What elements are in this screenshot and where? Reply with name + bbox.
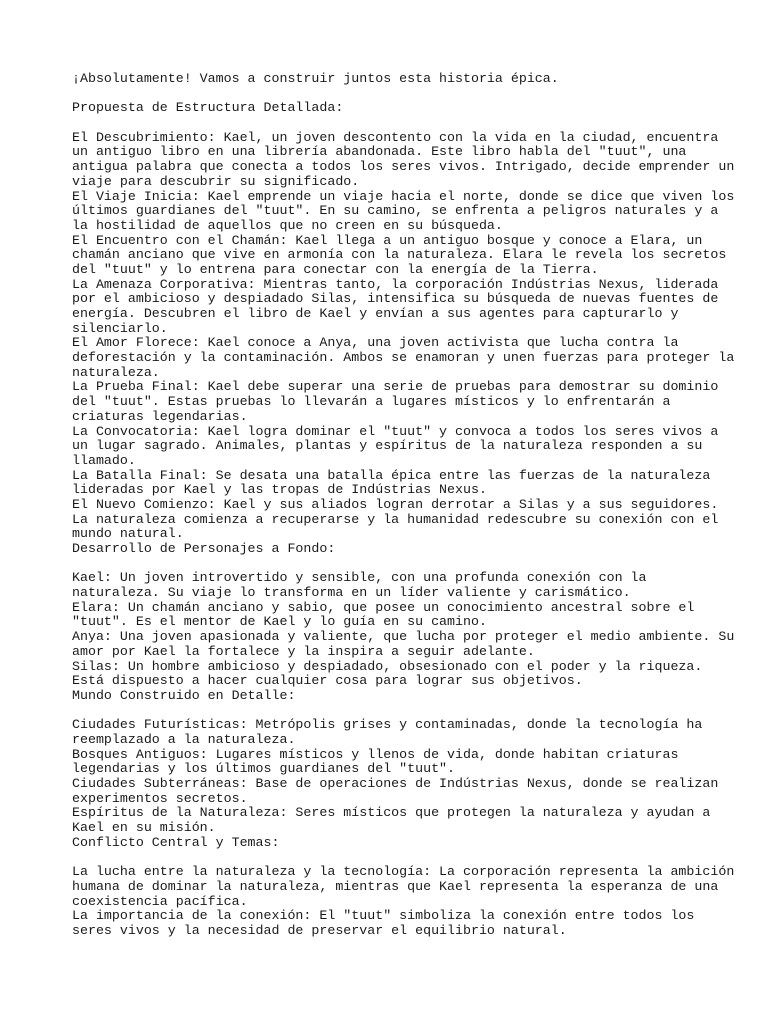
text-line: Ciudades Futurísticas: Metrópolis grises y contaminadas, donde la tecnología ha xyxy=(72,717,703,733)
text-line: energía. Descubren el libro de Kael y envían a sus agentes para capturarlo y xyxy=(72,306,679,321)
blank-line xyxy=(72,87,712,102)
text-line: un lugar sagrado. Animales, plantas y espíritus de la naturaleza responden a su xyxy=(72,438,703,454)
text-line: El Amor Florece: Kael conoce a Anya, una joven activista que lucha contra la xyxy=(72,335,679,351)
text-line: reemplazado a la naturaleza. xyxy=(72,731,296,747)
text-line: Mundo Construido en Detalle: xyxy=(72,687,296,703)
text-line: del "tuut". Estas pruebas lo llevarán a lugares místicos y lo enfrentarán a xyxy=(72,394,671,410)
blank-line xyxy=(72,557,712,572)
text-line: Anya: Una joven apasionada y valiente, que lucha por proteger el medio ambiente. Su xyxy=(72,629,735,645)
text-line: silenciarlo. xyxy=(72,320,168,336)
text-line: llamado. xyxy=(72,452,136,468)
text-line: Espíritus de la Naturaleza: Seres místicos que protegen la naturaleza y ayudan a xyxy=(72,805,711,821)
text-line: La lucha entre la naturaleza y la tecnología: La corporación representa la ambición xyxy=(72,864,735,880)
text-line: del "tuut" y lo entrena para conectar con la energía de la Tierra. xyxy=(72,261,599,277)
text-line: Kael en su misión. xyxy=(72,820,216,836)
text-line: La Batalla Final: Se desata una batalla épica entre las fuerzas de la naturaleza xyxy=(72,467,711,483)
text-line: La naturaleza comienza a recuperarse y la humanidad redescubre su conexión con el xyxy=(72,511,719,527)
text-line: viaje para descubrir su significado. xyxy=(72,173,360,189)
text-line: lideradas por Kael y las tropas de Indústrias Nexus. xyxy=(72,482,487,498)
text-line: mundo natural. xyxy=(72,526,184,542)
text-line: El Encuentro con el Chamán: Kael llega a un antiguo bosque y conoce a Elara, un xyxy=(72,232,703,248)
text-line: por el ambicioso y despiadado Silas, intensifica su búsqueda de nuevas fuentes de xyxy=(72,291,719,307)
text-line: Propuesta de Estructura Detallada: xyxy=(72,100,344,116)
text-line: La importancia de la conexión: El "tuut" simboliza la conexión entre todos los xyxy=(72,908,695,924)
text-line: antigua palabra que conecta a todos los seres vivos. Intrigado, decide emprender un xyxy=(72,159,735,175)
text-line: la hostilidad de aquellos que no creen en su búsqueda. xyxy=(72,217,503,233)
text-line: legendarias y los últimos guardianes del "tuut". xyxy=(72,761,456,777)
text-line: coexistencia pacífica. xyxy=(72,893,248,909)
text-line: Silas: Un hombre ambicioso y despiadado, obsesionado con el poder y la riqueza. xyxy=(72,658,703,674)
text-line: chamán anciano que vive en armonía con la naturaleza. Elara le revela los secretos xyxy=(72,247,727,263)
text-line: Kael: Un joven introvertido y sensible, con una profunda conexión con la xyxy=(72,570,647,586)
text-line: La Amenaza Corporativa: Mientras tanto, la corporación Indústrias Nexus, liderada xyxy=(72,276,719,292)
blank-line xyxy=(72,116,712,131)
text-line: últimos guardianes del "tuut". En su camino, se enfrenta a peligros naturales y a xyxy=(72,203,719,219)
text-line: Ciudades Subterráneas: Base de operaciones de Indústrias Nexus, donde se realizan xyxy=(72,776,719,791)
text-line: ¡Absolutamente! Vamos a construir juntos esta historia épica. xyxy=(72,71,559,86)
text-line: naturaleza. Su viaje lo transforma en un líder valiente y carismático. xyxy=(72,585,631,601)
text-line: humana de dominar la naturaleza, mientras que Kael representa la esperanza de una xyxy=(72,878,719,894)
text-line: El Descubrimiento: Kael, un joven descontento con la vida en la ciudad, encuentra xyxy=(72,129,719,145)
text-line: seres vivos y la necesidad de preservar el equilibrio natural. xyxy=(72,922,567,938)
text-line: Desarrollo de Personajes a Fondo: xyxy=(72,541,336,556)
text-line: La Prueba Final: Kael debe superar una serie de pruebas para demostrar su dominio xyxy=(72,379,719,395)
text-line: naturaleza. xyxy=(72,364,160,380)
document-page xyxy=(72,71,735,939)
text-line: "tuut". Es el mentor de Kael y lo guía en su camino. xyxy=(72,614,487,630)
text-line: amor por Kael la fortalece y la inspira a seguir adelante. xyxy=(72,643,535,659)
text-line: experimentos secretos. xyxy=(72,790,248,806)
text-line: criaturas legendarias. xyxy=(72,408,248,424)
text-line: Elara: Un chamán anciano y sabio, que posee un conocimiento ancestral sobre el xyxy=(72,599,695,615)
text-line: El Nuevo Comienzo: Kael y sus aliados logran derrotar a Silas y a sus seguidores. xyxy=(72,496,719,512)
text-line: Conflicto Central y Temas: xyxy=(72,834,280,850)
text-line: deforestación y la contaminación. Ambos se enamoran y unen fuerzas para proteger la xyxy=(72,350,735,366)
text-line: Bosques Antiguos: Lugares místicos y llenos de vida, donde habitan criaturas xyxy=(72,746,679,762)
blank-line xyxy=(72,704,712,719)
text-line: un antiguo libro en una librería abandonada. Este libro habla del "tuut", una xyxy=(72,144,687,160)
text-line: El Viaje Inicia: Kael emprende un viaje hacia el norte, donde se dice que viven los xyxy=(72,188,735,204)
blank-line xyxy=(72,850,712,865)
text-line: La Convocatoria: Kael logra dominar el "tuut" y convoca a todos los seres vivos a xyxy=(72,423,719,439)
text-line: Está dispuesto a hacer cualquier cosa para lograr sus objetivos. xyxy=(72,673,583,689)
